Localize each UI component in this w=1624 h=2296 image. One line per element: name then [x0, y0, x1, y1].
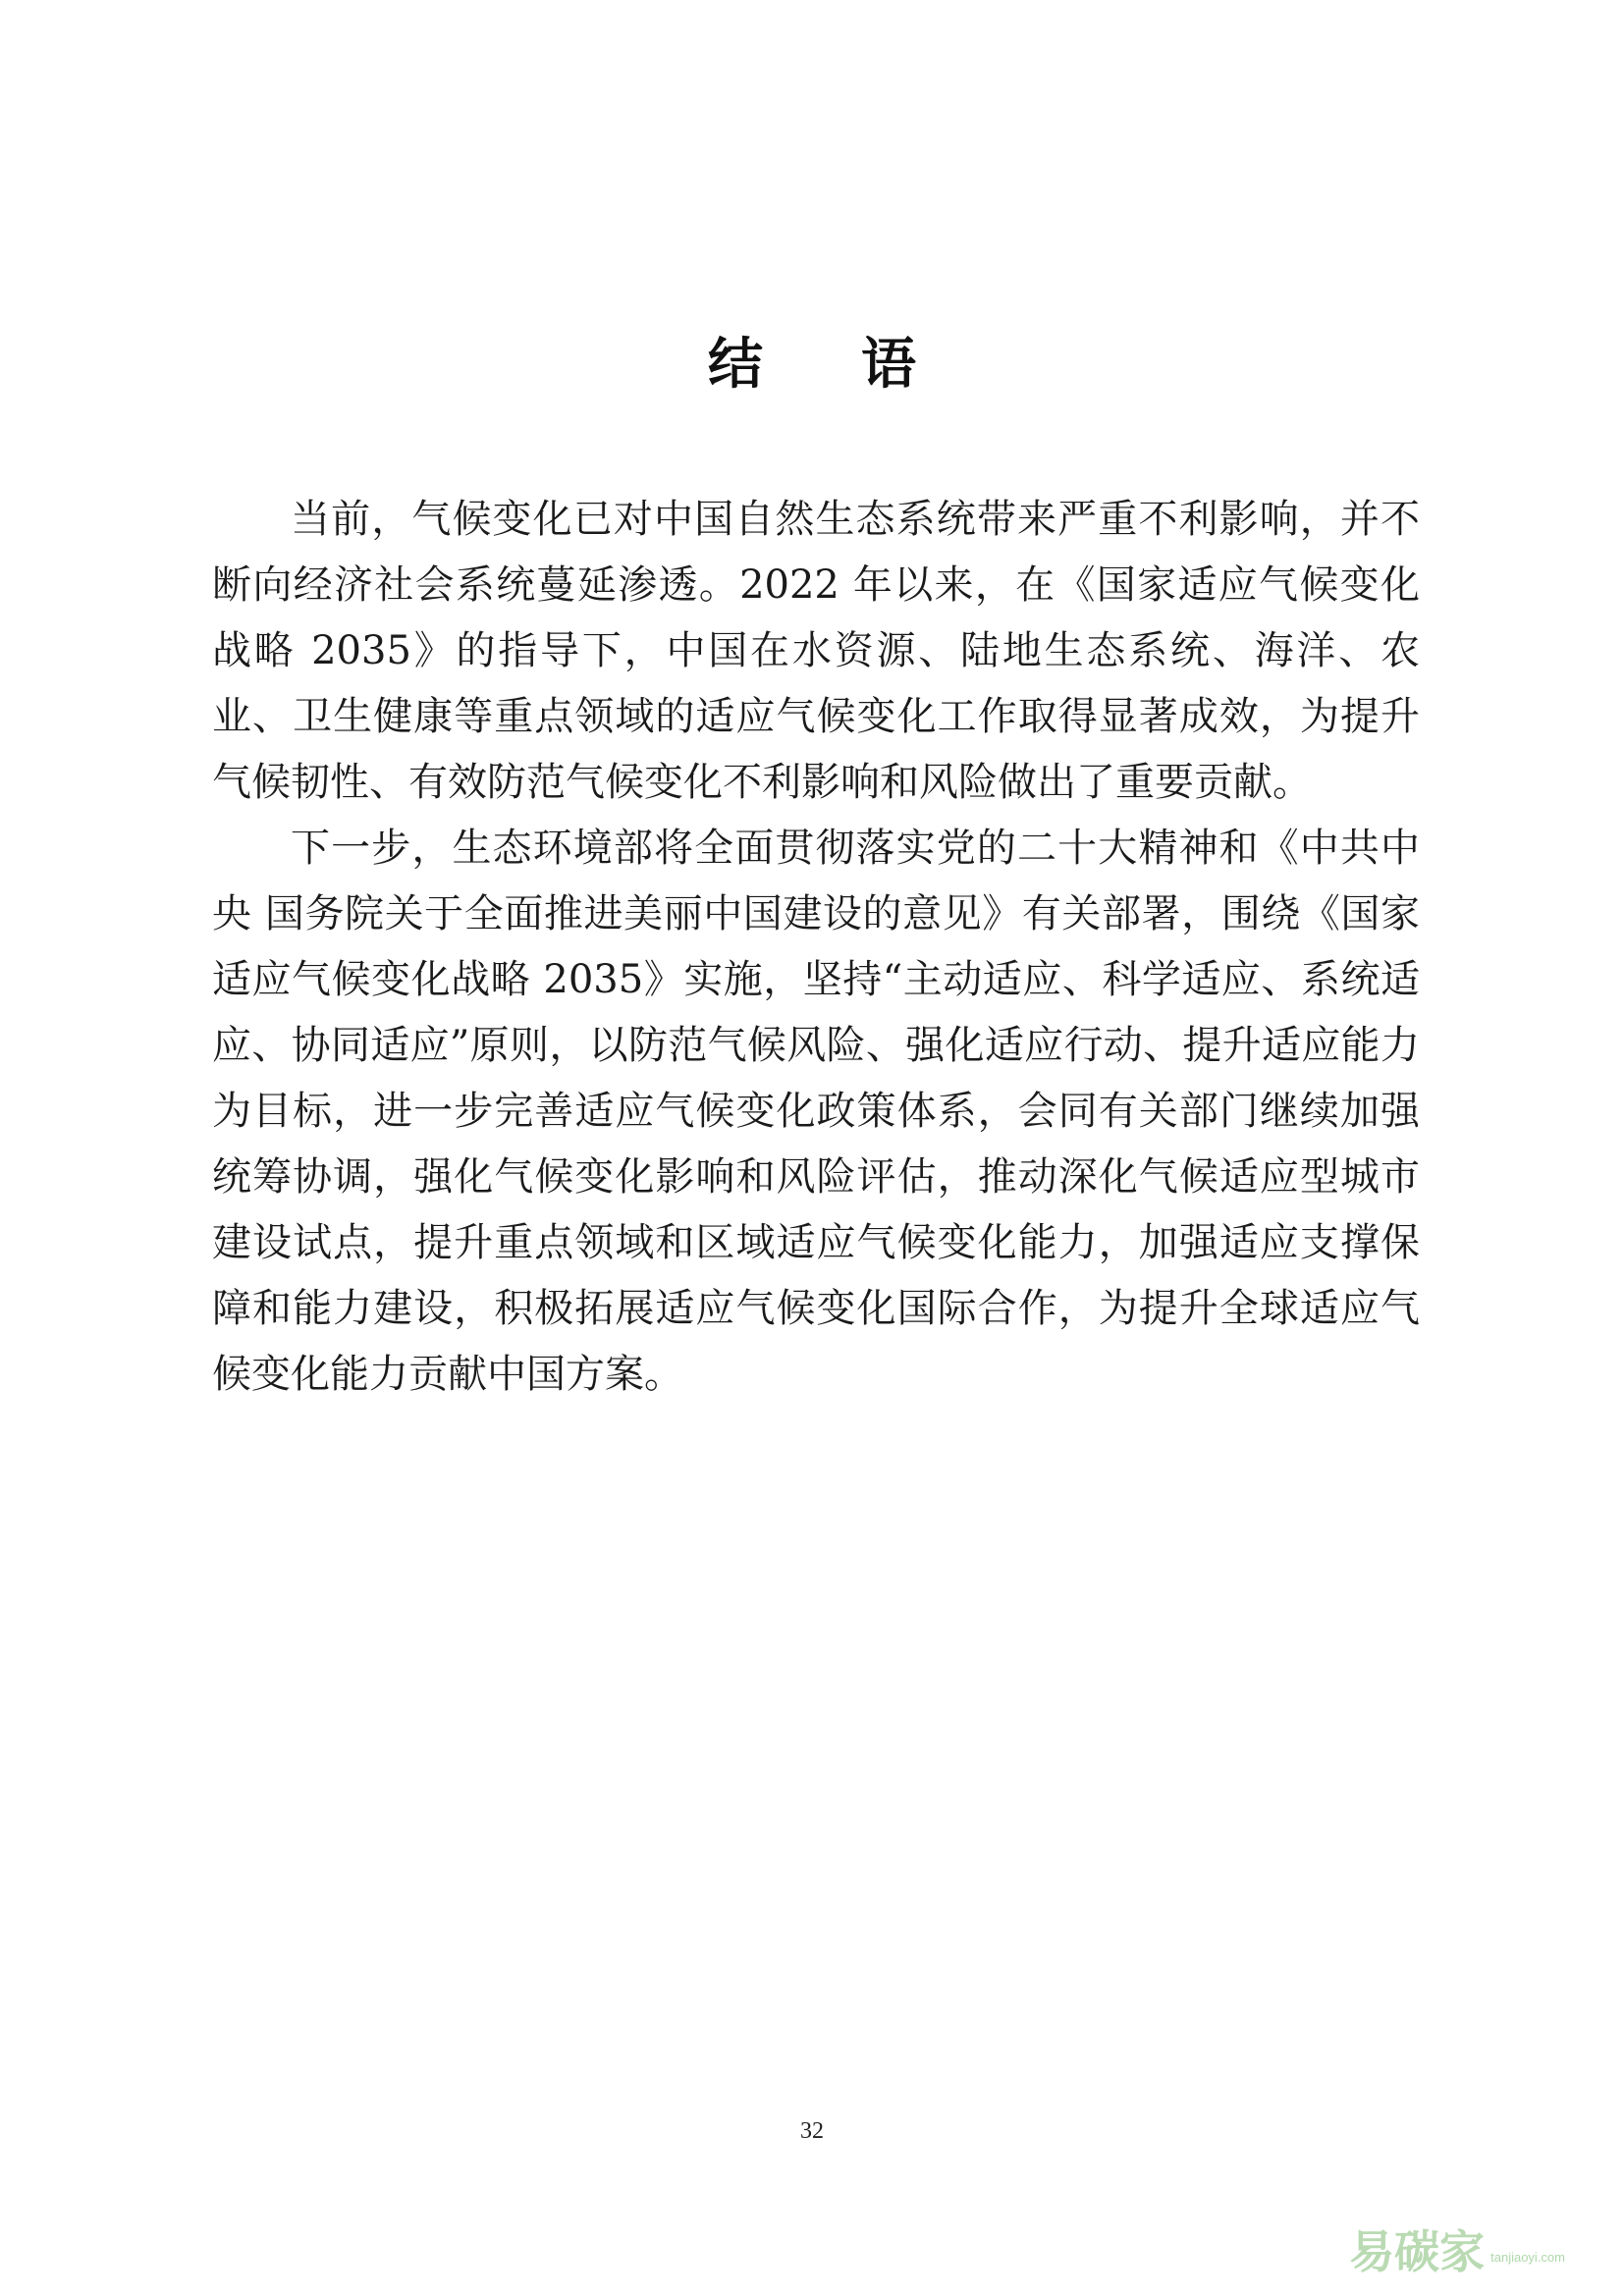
paragraph-1: 当前，气候变化已对中国自然生态系统带来严重不利影响，并不断向经济社会系统蔓延渗透。2022 年以来，在《国家适应气候变化战略 2035》的指导下，中国在水资源、陆地生态系统、海洋、农业、卫生健康等重点领域的适应气候变化工作取得显著成效，为提升气候韧性、有效防范气候变化不利影响和风险做出了重要贡献。 [212, 497, 1420, 805]
body-text [212, 487, 1420, 1408]
page-number: 32 [800, 2118, 824, 2144]
watermark-logo: 易碳家 [1349, 2225, 1486, 2278]
watermark-domain: tanjiaoyi.com [1490, 2250, 1565, 2265]
watermark [1349, 2227, 1565, 2276]
page-title: 结语 [708, 333, 1014, 397]
paragraph-2: 下一步，生态环境部将全面贯彻落实党的二十大精神和《中共中央 国务院关于全面推进美丽中国建设的意见》有关部署，围绕《国家适应气候变化战略 2035》实施，坚持“主动适应、科学适应、系统适应、协同适应”原则，以防范气候风险、强化适应行动、提升适应能力为目标，进一步完善适应气候变化政策体系，会同有关部门继续加强统筹协调，强化气候变化影响和风险评估，推动深化气候适应型城市建设试点，提升重点领域和区域适应气候变化能力，加强适应支撑保障和能力建设，积极拓展适应气候变化国际合作，为提升全球适应气候变化能力贡献中国方案。 [212, 826, 1420, 1397]
